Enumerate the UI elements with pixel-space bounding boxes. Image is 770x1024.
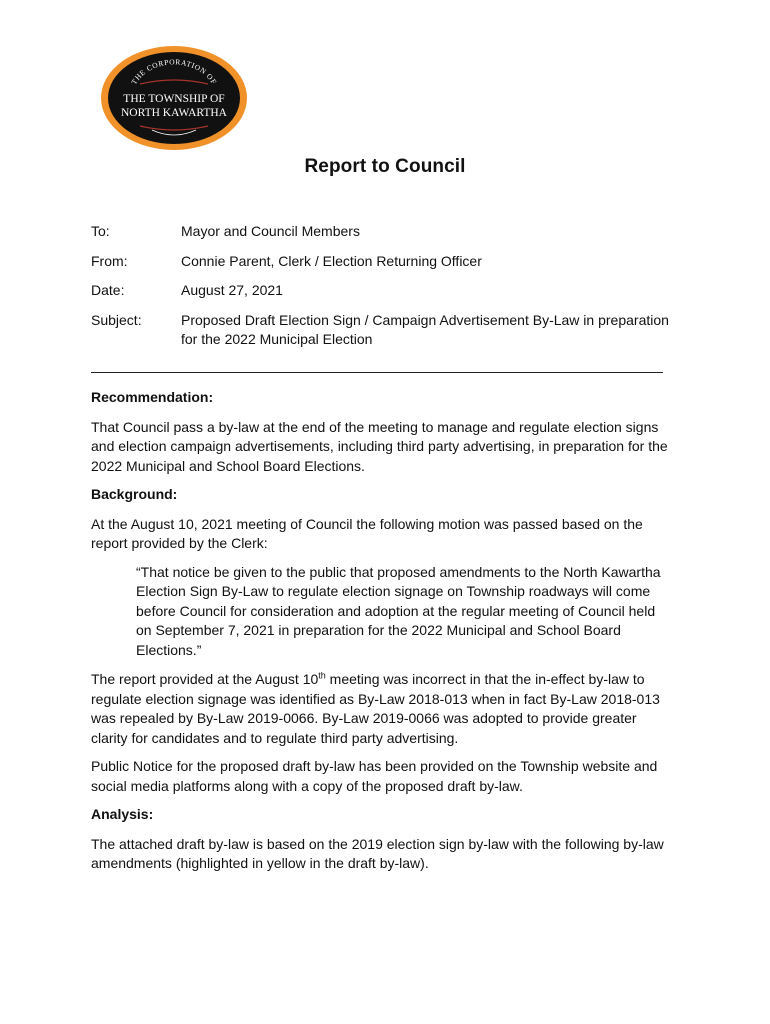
memo-row-to [91, 222, 671, 242]
memo-label-date: Date: [91, 282, 125, 298]
report-body [91, 388, 671, 883]
memo-value-to: Mayor and Council Members [181, 223, 360, 239]
analysis-paragraph: The attached draft by-law is based on the 2019 election sign by-law with the following by-law amendments (highlighted in yellow in the draft by-law). [91, 835, 664, 871]
logo-arc-text: THE CORPORATION OF [129, 57, 219, 87]
report-title: Report to Council [304, 156, 466, 177]
analysis-heading: Analysis: [91, 806, 154, 822]
report-text-part-1: The report provided at the August 10 [91, 671, 319, 687]
recommendation-paragraph: That Council pass a by-law at the end of the meeting to manage and regulate election signs and election campaign advertisements, including third party advertising, in preparation for the 2022 Municipal and School Board Elections. [91, 418, 668, 474]
memo-row-subject [91, 311, 671, 350]
township-logo [100, 44, 248, 152]
public-notice-paragraph: Public Notice for the proposed draft by-law has been provided on the Township website and social media platforms along with a copy of the proposed draft by-law. [91, 758, 658, 794]
memo-label-to: To: [91, 223, 110, 239]
memo-row-from [91, 252, 671, 272]
memo-header [91, 222, 671, 360]
memo-label-from: From: [91, 252, 128, 269]
logo-line-2: NORTH KAWARTHA [121, 107, 227, 119]
memo-label-subject: Subject: [91, 311, 142, 328]
motion-quote: “That notice be given to the public that proposed amendments to the North Kawartha Election Sign By-Law to regulate election signage on Township roadways will come before Council for consideration and adoption at the regular meeting of Council held on September 7, 2021 in preparation for the 2022 Municipal and School Board Elections.” [136, 563, 661, 658]
report-correction-paragraph [91, 670, 671, 748]
background-paragraph: At the August 10, 2021 meeting of Council the following motion was passed based on the report provided by the Clerk: [91, 515, 643, 551]
memo-value-subject: Proposed Draft Election Sign / Campaign Advertisement By-Law in preparation for the 2022 Municipal Election [181, 311, 669, 347]
memo-value-date: August 27, 2021 [181, 282, 283, 298]
report-text-part-2: meeting was incorrect in that the in-effect by-law to regulate election signage was identified as By-Law 2018-013 when in fact By-Law 2018-013 was repealed by By-Law 2019-0066. By-Law 2019-0066 was adopted to provide greater clarity for candidates and to regulate third party advertising. [91, 671, 660, 746]
memo-value-from: Connie Parent, Clerk / Election Returning Officer [181, 252, 482, 269]
recommendation-heading: Recommendation: [91, 389, 214, 405]
logo-line-1: THE TOWNSHIP OF [123, 93, 225, 105]
header-divider [91, 372, 663, 373]
background-heading: Background: [91, 486, 178, 502]
report-text-superscript: th [318, 670, 326, 681]
memo-row-date [91, 281, 671, 301]
